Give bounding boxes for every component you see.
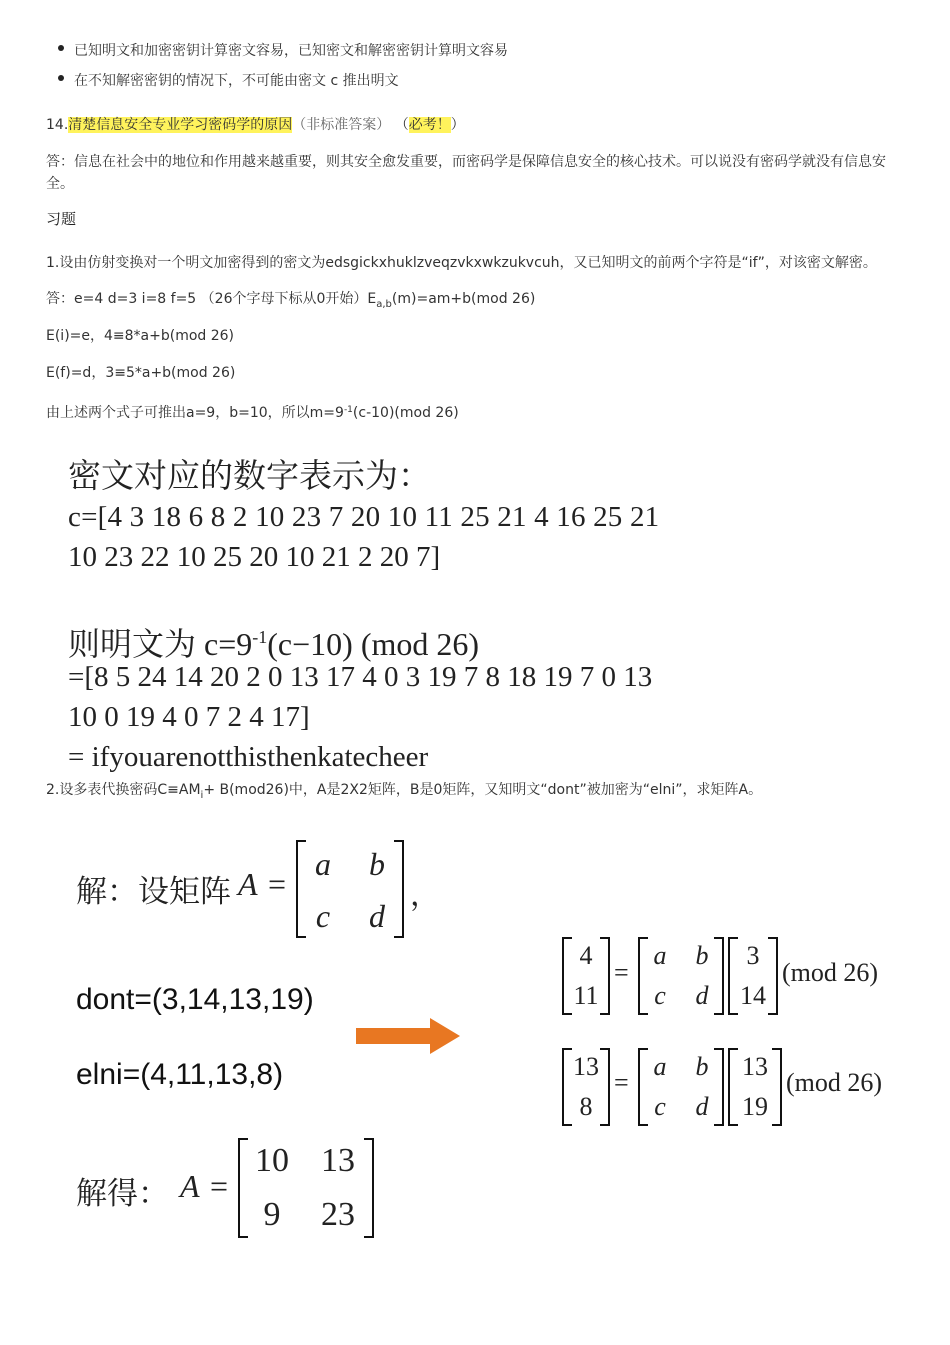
ex1-question: 1.设由仿射变换对一个明文加密得到的密文为edsgickxhuklzveqzvkxwkzukvcuh，又已知明文的前两个字符是“if”，对该密文解密。 — [46, 255, 877, 271]
solve-label: 解：设矩阵 — [76, 874, 231, 909]
eq1-lhs-1: 11 — [573, 981, 599, 1010]
img1-line7: = ifyouarenotthisthenkatecheer — [68, 741, 429, 773]
ex2-q-suffix: + B(mod26)中，A是2X2矩阵，B是0矩阵，又知明文“dont”被加密为“elni”，求矩阵A。 — [203, 782, 763, 798]
ex1-answer-line2: E(i)=e，4≡8*a+b(mod 26) — [46, 328, 235, 344]
ex2-q-sub: i — [200, 790, 204, 801]
q14-must: 必考！ — [408, 117, 451, 133]
q14-heading — [46, 114, 465, 136]
bullet-text-1: 已知明文和加密密钥计算密文容易，已知密文和解密密钥计算明文容易 — [74, 43, 508, 59]
eq1-b: b — [695, 941, 709, 970]
eq1-rhs-vector — [728, 937, 778, 1015]
ex1-answer-line3: E(f)=d，3≡5*a+b(mod 26) — [46, 365, 236, 381]
eq2-rhs-vector — [728, 1048, 782, 1126]
img1-l4-suffix: (c−10) (mod 26) — [267, 626, 480, 662]
matrix-d: d — [369, 898, 385, 934]
comma: ， — [410, 879, 440, 912]
ex1-answer-line4 — [46, 399, 459, 424]
eq1-c: c — [654, 981, 666, 1010]
ex2-q-prefix: 2.设多表代换密码C≡AM — [46, 782, 201, 798]
eq1-rhs-1: 14 — [740, 981, 766, 1010]
eq2-c: c — [654, 1092, 666, 1121]
result-00: 10 — [255, 1142, 289, 1179]
ex1-line4-sup: -1 — [343, 405, 353, 415]
equals-sign-1: = — [268, 866, 287, 902]
exercises-title: 习题 — [46, 210, 77, 228]
result-equals: = — [210, 1168, 229, 1204]
matrix-A — [296, 840, 404, 938]
eq2-b: b — [695, 1052, 709, 1081]
right-arrow-icon — [356, 1018, 460, 1054]
elni-vector: elni=(4,11,13,8) — [76, 1058, 284, 1091]
eq1-mod: (mod 26) — [782, 958, 879, 987]
eq2-rhs-0: 13 — [742, 1052, 768, 1081]
result-matrix — [238, 1138, 374, 1238]
img1-line5: =[8 5 24 14 20 2 0 13 17 4 0 3 19 7 8 18 19 7 0 13 — [68, 661, 653, 693]
eq1-a: a — [653, 941, 667, 970]
q14-answer: 答：信息在社会中的地位和作用越来越重要，则其安全愈发重要，而密码学是保障信息安全的核心技术。可以说没有密码学就没有信息安全。 — [46, 154, 886, 192]
eq1-d: d — [695, 981, 709, 1010]
img1-l4-prefix: 则明文为 c=9 — [68, 626, 253, 662]
eq2-rhs-1: 19 — [742, 1092, 768, 1121]
eq2-equals: = — [614, 1068, 629, 1097]
q14-number: 14. — [46, 117, 69, 133]
result-A-symbol: A — [180, 1168, 200, 1204]
eq2-lhs-0: 13 — [573, 1052, 599, 1081]
img1-l4-sup: -1 — [252, 627, 268, 647]
q14-must-close: ） — [450, 117, 465, 133]
img1-line1: 密文对应的数字表示为： — [68, 459, 431, 495]
q14-title: 清楚信息安全专业学习密码学的原因 — [68, 117, 293, 133]
bullet-dot-1 — [58, 45, 64, 51]
ex1-ans-suffix: (m)=am+b(mod 26) — [391, 291, 536, 307]
eq1-rhs-0: 3 — [746, 941, 760, 970]
ex1-line4-suffix: (c-10)(mod 26) — [352, 405, 459, 421]
result-label: 解得： — [76, 1176, 169, 1211]
img1-line2: c=[4 3 18 6 8 2 10 23 7 20 10 11 25 21 4 16 25 21 — [68, 501, 660, 533]
eq1-matrix-A — [638, 937, 724, 1015]
matrix-A-symbol: A — [238, 866, 258, 902]
eq1-lhs-0: 4 — [579, 941, 593, 970]
eq1-lhs-vector — [562, 937, 610, 1015]
q14-must-open: （ — [394, 117, 409, 133]
eq1-equals: = — [614, 958, 629, 987]
eq2-lhs-vector — [562, 1048, 610, 1126]
result-11: 23 — [321, 1196, 355, 1233]
bullet-dot-2 — [58, 75, 64, 81]
matrix-b: b — [369, 846, 385, 882]
ciphertext-image — [62, 445, 897, 773]
result-01: 13 — [321, 1142, 355, 1179]
eq2-d: d — [695, 1092, 709, 1121]
img1-line6: 10 0 19 4 0 7 2 4 17] — [68, 701, 310, 733]
eq2-matrix-A — [638, 1048, 724, 1126]
result-10: 9 — [263, 1196, 281, 1233]
eq2-lhs-1: 8 — [579, 1092, 593, 1121]
ex1-ans-prefix: 答：e=4 d=3 i=8 f=5 （26个字母下标从0开始）E — [46, 291, 377, 307]
eq2-mod: (mod 26) — [786, 1068, 883, 1097]
ex1-ans-sub: a,b — [376, 299, 392, 310]
matrix-c: c — [315, 898, 331, 934]
ex2-question — [46, 779, 762, 807]
ex1-line4-prefix: 由上述两个式子可推出a=9，b=10，所以m=9 — [46, 405, 344, 421]
matrix-a: a — [315, 846, 331, 882]
img1-line3: 10 23 22 10 25 20 10 21 2 20 7] — [68, 541, 441, 573]
bullet-text-2: 在不知解密密钥的情况下，不可能由密文 c 推出明文 — [74, 73, 399, 89]
q14-note: （非标准答案） — [292, 117, 391, 133]
dont-vector: dont=(3,14,13,19) — [76, 983, 314, 1016]
ex1-answer-line1 — [46, 288, 535, 316]
eq2-a: a — [653, 1052, 667, 1081]
